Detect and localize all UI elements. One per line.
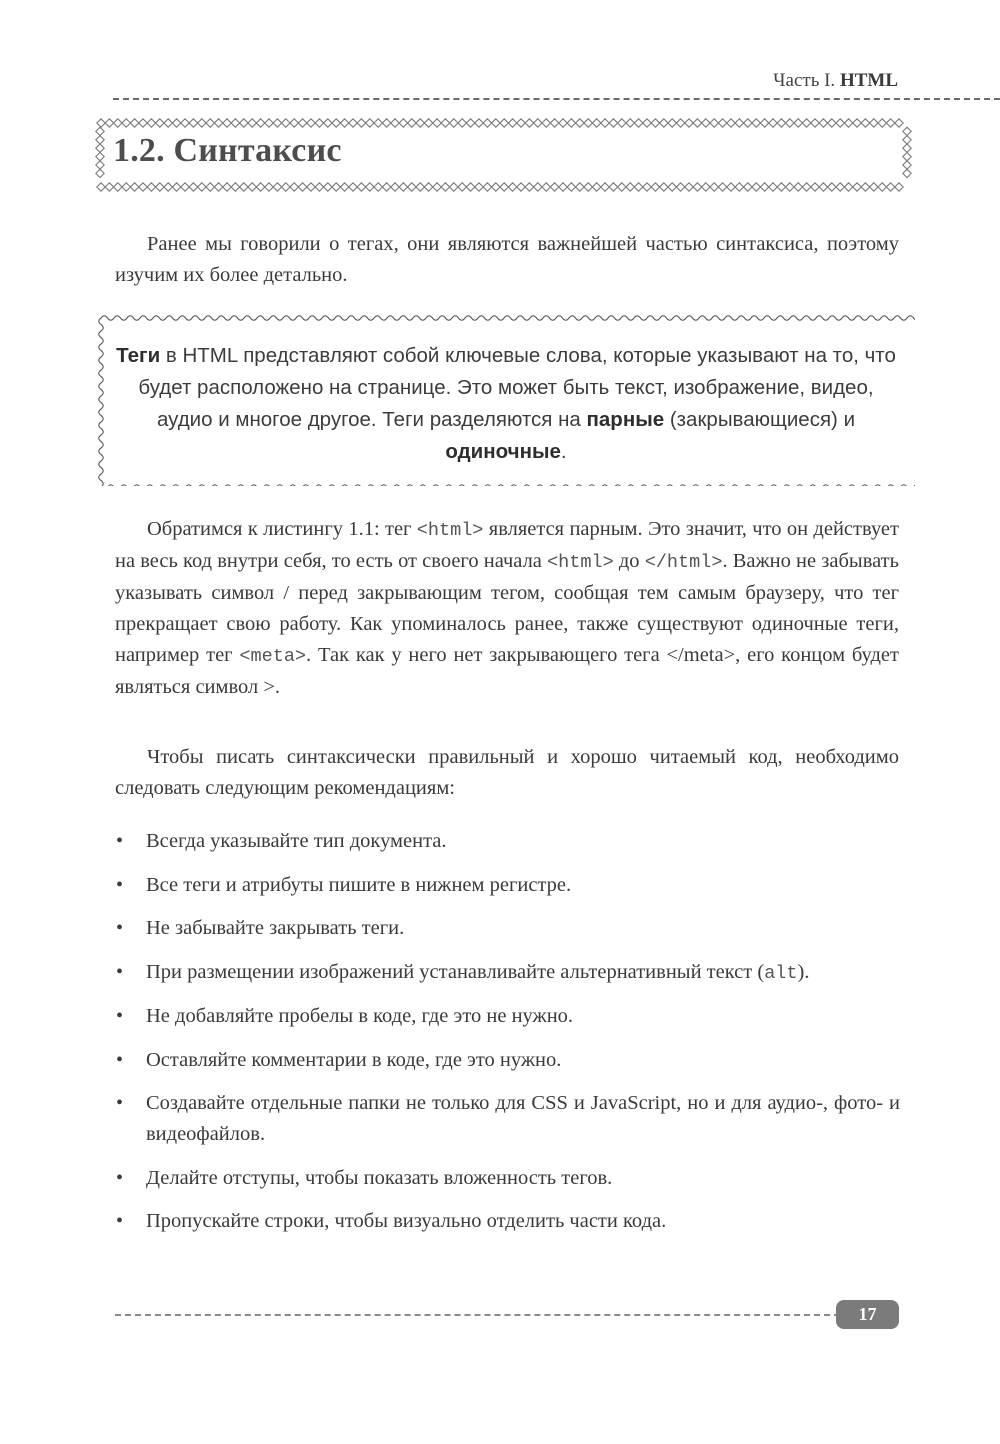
term-tags: Теги	[116, 344, 161, 367]
list-item	[110, 1206, 900, 1237]
list-item-text: Делайте отступы, чтобы показать вложенность тегов.	[146, 1166, 613, 1189]
list-item	[110, 1088, 900, 1150]
bullet-icon: •	[116, 1092, 124, 1114]
definition-callout	[97, 314, 915, 486]
callout-text	[115, 340, 897, 468]
list-item	[110, 870, 900, 901]
list-item-text: Оставляйте комментарии в коде, где это нужно.	[146, 1048, 562, 1071]
page-number-badge: 17	[836, 1300, 899, 1329]
list-item	[110, 913, 900, 944]
running-head	[773, 70, 898, 92]
list-item	[110, 957, 900, 989]
bullet-icon: •	[116, 1048, 124, 1071]
list-item-text: Всегда указывайте тип документа.	[146, 830, 447, 852]
list-item-text: Создавайте отдельные папки не только для CSS и JavaScript, но и для аудио-, фото- и видеофайлов.	[146, 1092, 900, 1145]
bullet-icon: •	[116, 917, 124, 939]
term-paired: парные	[586, 408, 665, 431]
body-text: . Так как у него нет закрывающего тега </meta>, его концом будет являться символ >.	[115, 644, 899, 698]
code-alt: alt	[764, 962, 798, 984]
list-item-text: Не забывайте закрывать теги.	[146, 917, 405, 939]
body-text: Обратимся к листингу 1.1: тег	[147, 518, 417, 540]
list-item	[110, 826, 900, 857]
header-divider	[113, 98, 1000, 100]
callout-text-part: (закрывающиеся) и	[664, 408, 856, 431]
bullet-icon: •	[116, 960, 124, 983]
list-item-text: Не добавляйте пробелы в коде, где это не нужно.	[146, 1005, 574, 1027]
body-paragraph	[115, 514, 899, 703]
list-item-text: Пропускайте строки, чтобы визуально отделить части кода.	[146, 1210, 667, 1232]
recommendations-intro-text: Чтобы писать синтаксически правильный и хорошо читаемый код, необходимо следовать следующим рекомендациям:	[115, 746, 899, 799]
body-text: . Важно не забывать указывать символ / перед закрывающим тегом, сообщая тем самым браузеру, что тег прекращает свою работу. Как упоминалось ранее, также существуют одиночные теги, например тег	[115, 550, 899, 666]
recommendations-intro	[115, 742, 899, 804]
bullet-icon: •	[116, 1166, 124, 1189]
bullet-icon: •	[116, 1210, 124, 1232]
bullet-icon: •	[116, 873, 124, 896]
intro-text: Ранее мы говорили о тегах, они являются важнейшей частью синтаксиса, поэтому изучим их более детально.	[115, 233, 899, 286]
code-html-open: <html>	[416, 520, 484, 541]
list-item-text: ).	[797, 960, 810, 983]
list-item	[110, 1163, 900, 1194]
callout-text-part: в HTML представляют собой ключевые слова, которые указывают на то, что будет расположено на странице. Это может быть текст, изображение, видео, аудио и многое другое. Теги разделяются на	[138, 344, 896, 431]
list-item	[110, 1001, 900, 1032]
list-item-text: Все теги и атрибуты пишите в нижнем регистре.	[146, 873, 572, 896]
term-single: одиночные	[445, 440, 561, 463]
list-item-text: При размещении изображений устанавливайте альтернативный текст (	[146, 960, 765, 983]
bullet-icon: •	[116, 1005, 124, 1027]
code-meta: <meta>	[239, 646, 307, 667]
footer-divider	[115, 1314, 840, 1316]
intro-paragraph	[115, 229, 899, 291]
body-text: до	[613, 550, 645, 572]
callout-text-part: .	[560, 440, 567, 463]
running-head-bold: HTML	[839, 70, 898, 91]
list-item	[110, 1045, 900, 1076]
code-html-close: </html>	[644, 552, 723, 573]
body-text: является парным. Это значит, что он действует на весь код внутри себя, то есть от своего начала	[115, 518, 899, 572]
bullet-icon: •	[116, 830, 124, 852]
running-head-part: Часть I.	[773, 70, 840, 91]
section-title: 1.2. Синтаксис	[113, 132, 342, 169]
recommendations-list	[110, 826, 900, 1250]
section-heading-box	[95, 118, 913, 192]
code-html-open: <html>	[547, 552, 614, 573]
